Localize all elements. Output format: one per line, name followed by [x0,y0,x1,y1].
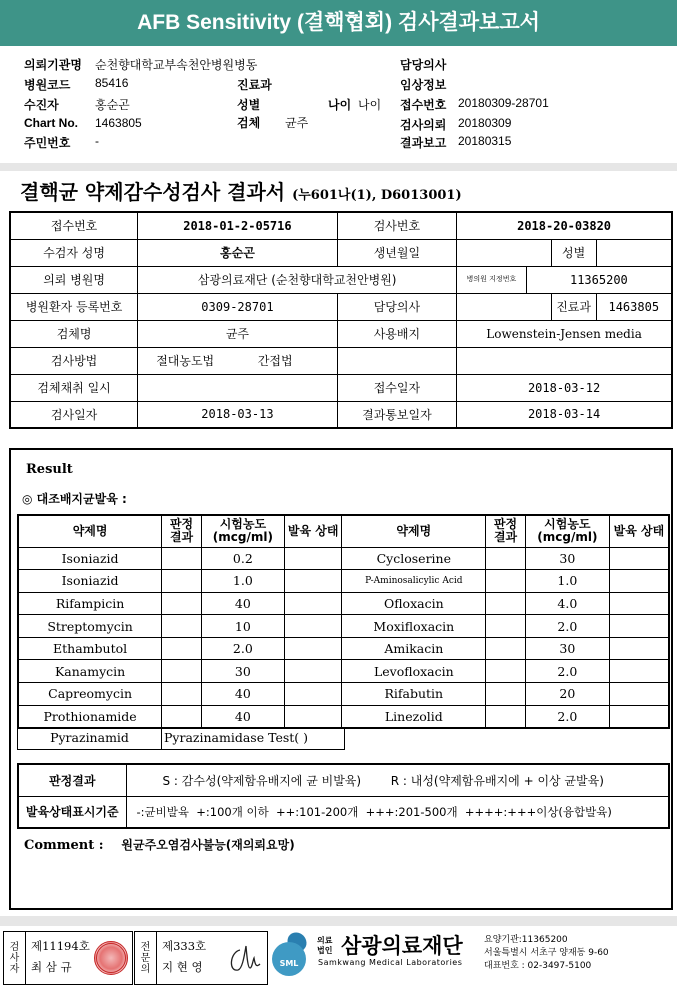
growth-legend: -:균비발육 +:100개 이하 ++:101-200개 +++:201-500개 ++++:+++이상(융합발육) [126,796,669,828]
pyrazinamide-row [17,727,345,750]
judge-cell [162,683,202,706]
table-row [18,637,669,660]
drug-name: Ethambutol [18,637,162,660]
report-title-text: 결핵균 약제감수성검사 결과서 [20,180,286,204]
judge-cell [486,705,526,728]
chart-value: 1463805 [95,116,142,130]
org-english-name: Samkwang Medical Laboratories [318,958,463,967]
drug-name: Rifampicin [18,592,162,615]
table-row [18,705,669,728]
growth-cell [609,637,669,660]
org-contact [484,934,609,973]
comment-value: 원균주오염검사불능(재의뢰요망) [121,838,295,852]
conc-cell: 2.0 [201,637,284,660]
drug-name: Linezolid [342,705,486,728]
rrn-label: 주민번호 [24,136,71,150]
report-code: (누601나(1), D6013001) [292,188,462,203]
conc-cell: 40 [201,683,284,706]
table-row [18,570,669,593]
client-label: 의뢰기관명 [24,58,82,72]
method-value [138,347,337,374]
table-row [18,592,669,615]
result-section [9,448,673,910]
drug-name: Kanamycin [18,660,162,683]
rrn-value: - [95,134,99,148]
specialist-signature-icon [226,938,262,978]
growth-cell [284,705,342,728]
org-type: 의료 법인 [317,936,333,955]
judge-cell [486,570,526,593]
drug-name: Levofloxacin [342,660,486,683]
org-code: 요양기관:11365200 [484,935,568,945]
judge-cell [162,637,202,660]
conc-cell: 30 [201,660,284,683]
drug-name: Amikacin [342,637,486,660]
judge-cell [162,592,202,615]
sex-value [596,239,672,266]
collect-value [138,374,337,401]
age-value: 나이 [358,98,382,112]
specialist-names [157,932,211,984]
sex-label-cell: 성별 [551,239,596,266]
conc-cell: 2.0 [525,615,609,638]
hosp-code-value: 85416 [95,76,129,90]
growth-cell [284,637,342,660]
method-empty-b [457,347,672,374]
comment-label: Comment : [24,838,104,853]
tested-label: 검사일자 [10,401,138,428]
dept-value: 1463805 [596,293,672,320]
judge-cell [486,637,526,660]
drug-name: Ofloxacin [342,592,486,615]
report-banner-title: AFB Sensitivity (결핵협회) 검사결과보고서 [0,0,677,46]
judge-r: R : 내성(약제함유배지에 + 이상 균발육) [390,773,604,788]
conc-cell: 30 [525,547,609,570]
conc-cell: 0.2 [201,547,284,570]
conc-cell: 40 [201,592,284,615]
growth-cell [609,683,669,706]
doctor-label: 담당의사 [400,58,447,72]
drug-name: P-Aminosalicylic Acid [342,570,486,593]
examiner-names [26,932,95,984]
specimen-value-cell: 균주 [138,320,337,347]
judge-cell [486,615,526,638]
sex-label: 성별 [237,98,261,112]
doctor-value [457,293,551,320]
conc-cell: 2.0 [525,705,609,728]
drug-name: Streptomycin [18,615,162,638]
conc-cell: 1.0 [525,570,609,593]
conc-cell: 1.0 [201,570,284,593]
examiner-seal-icon [94,941,128,975]
patient-info-table [9,211,673,429]
header-growth: 발육 상태 [284,515,342,547]
method-empty-a [337,347,456,374]
chart-label: Chart No. [24,116,78,130]
hospital-value: 삼광의료재단 (순천향대학교천안병원) [138,266,457,293]
examiner-license: 제11194호 [31,939,90,953]
growth-cell [609,570,669,593]
receipt-no-label: 접수번호 [10,212,138,239]
footer-separator [0,916,677,926]
table-row [18,615,669,638]
judge-key: 판정결과 [18,764,126,796]
header-info [0,0,677,160]
client-value: 순천향대학교부속천안병원병동 [95,58,258,72]
hosp-code-value-cell: 11365200 [526,266,672,293]
drug-name: Moxifloxacin [342,615,486,638]
legend-table [17,763,670,829]
tested-value: 2018-03-13 [138,401,337,428]
judge-cell [162,570,202,593]
judge-legend [126,764,669,796]
reg-no-value: 0309-28701 [138,293,337,320]
judge-s: S : 감수성(약제함유배지에 균 비발육) [162,773,362,788]
reg-no-label: 병원환자 등록번호 [10,293,138,320]
age-label: 나이 [328,98,352,112]
drug-table [17,514,670,729]
hospital-label: 의뢰 병원명 [10,266,138,293]
specimen-label: 검체 [237,116,261,130]
growth-cell [609,660,669,683]
judge-cell [162,547,202,570]
collector-label: 수진자 [24,98,59,112]
report-title [20,176,462,205]
receipt-no-value: 2018-01-2-05716 [138,212,337,239]
examiner-name: 최 삼 규 [31,960,72,974]
examiner-label: 검사자 [4,932,26,984]
notified-value: 2018-03-14 [457,401,672,428]
method-indirect: 간접법 [257,354,293,368]
header-judge: 판정 결과 [486,515,526,547]
result-title: Result [26,462,73,477]
patient-value: 홍순곤 [138,239,337,266]
growth-cell [284,547,342,570]
conc-cell: 30 [525,637,609,660]
dob-value [457,239,551,266]
pza-drug: Pyrazinamid [18,727,162,749]
test-no-label: 검사번호 [337,212,456,239]
judge-cell [162,660,202,683]
header-conc: 시험농도 (mcg/ml) [525,515,609,547]
method-absolute: 절대농도법 [156,354,215,368]
growth-cell [609,615,669,638]
conc-cell: 10 [201,615,284,638]
growth-cell [609,547,669,570]
collect-label: 검체채취 일시 [10,374,138,401]
dept-label-cell: 진료과 [551,293,596,320]
header-judge: 판정 결과 [162,515,202,547]
specimen-value: 균주 [285,116,309,130]
method-label: 검사방법 [10,347,138,374]
drug-name: Rifabutin [342,683,486,706]
table-row [18,660,669,683]
drug-name: Prothionamide [18,705,162,728]
collector-value: 홍순곤 [95,98,130,112]
comment [24,836,295,853]
hosp-code-label: 병원코드 [24,78,71,92]
specimen-label-cell: 검체명 [10,320,138,347]
growth-cell [284,683,342,706]
pza-test: Pyrazinamidase Test( ) [164,730,309,745]
growth-cell [284,660,342,683]
conc-cell: 20 [525,683,609,706]
header-conc: 시험농도 (mcg/ml) [201,515,284,547]
drug-name: Isoniazid [18,547,162,570]
report-date-value: 20180315 [458,134,512,148]
dob-label: 생년월일 [337,239,456,266]
growth-key: 발육상태표시기준 [18,796,126,828]
sml-logo-icon: SML [272,942,306,976]
header-growth: 발육 상태 [609,515,669,547]
request-value: 20180309 [458,116,512,130]
receipt-label: 접수번호 [400,98,447,112]
separator-bar [0,163,677,171]
request-label: 검사의뢰 [400,118,447,132]
growth-cell [284,570,342,593]
patient-label: 수검자 성명 [10,239,138,266]
judge-cell [162,615,202,638]
medium-label: 사용배지 [337,320,456,347]
header-drug: 약제명 [342,515,486,547]
notified-label: 결과통보일자 [337,401,456,428]
test-no-value: 2018-20-03820 [457,212,672,239]
drug-name: Capreomycin [18,683,162,706]
clinical-label: 임상정보 [400,78,447,92]
conc-cell: 4.0 [525,592,609,615]
received-label: 접수일자 [337,374,456,401]
conc-cell: 40 [201,705,284,728]
growth-cell [284,615,342,638]
judge-cell [486,547,526,570]
table-row [18,683,669,706]
growth-cell [284,592,342,615]
specialist-label: 전문의 [135,932,157,984]
conc-cell: 2.0 [525,660,609,683]
report-date-label: 결과보고 [400,136,447,150]
org-name: 삼광의료재단 [341,934,463,958]
growth-cell [609,705,669,728]
header-drug: 약제명 [18,515,162,547]
dept-label: 진료과 [237,78,272,92]
growth-cell [609,592,669,615]
drug-name: Isoniazid [18,570,162,593]
control-growth-label: ◎ 대조배지균발육 : [22,492,127,506]
table-row [18,547,669,570]
drug-name: Cycloserine [342,547,486,570]
org-address: 서울특별시 서초구 양재동 9-60 [484,948,609,958]
medium-value: Lowenstein-Jensen media [457,320,672,347]
judge-cell [162,705,202,728]
received-value: 2018-03-12 [457,374,672,401]
organization-block [272,930,677,986]
doctor-label-cell: 담당의사 [337,293,456,320]
specialist-name: 지 현 영 [162,960,203,974]
judge-cell [486,592,526,615]
judge-cell [486,683,526,706]
hosp-code-label-cell: 병의원 지정번호 [457,266,527,293]
specialist-license: 제333호 [162,939,207,953]
receipt-value: 20180309-28701 [458,96,549,110]
judge-cell [486,660,526,683]
org-phone: 대표번호 : 02-3497-5100 [484,961,592,971]
